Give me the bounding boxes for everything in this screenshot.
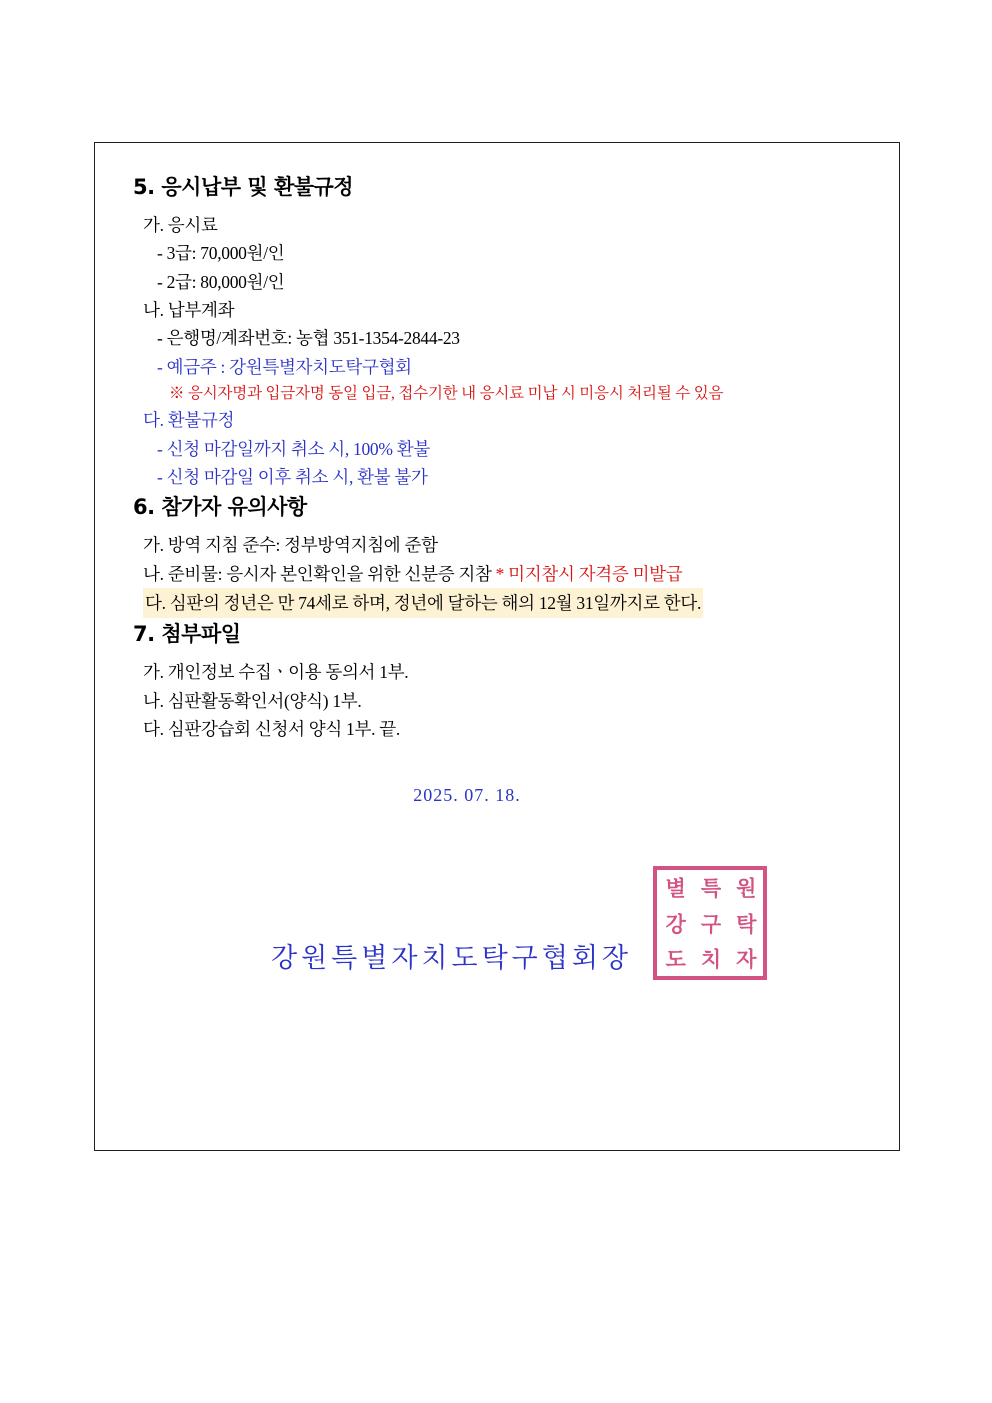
- document-body: [95, 143, 899, 1014]
- doc-line: 다. 심판강습회 신청서 양식 1부. 끝.: [143, 718, 400, 739]
- doc-line: - 3급: 70,000원/인: [157, 243, 285, 264]
- highlight-text: 다. 심판의 정년은 만 74세로 하며, 정년에 달하는 해의 12월 31일까지로 한다.: [143, 588, 703, 618]
- section-heading-6: 6. 참가자 유의사항: [133, 495, 307, 520]
- seal-char: 별: [662, 877, 688, 899]
- seal-char: 자: [733, 948, 759, 970]
- seal-char: 탁: [733, 912, 759, 934]
- signer-name: 강원특별자치도탁구협회장: [271, 943, 632, 975]
- doc-line: - 은행명/계좌번호: 농협 351-1354-2844-23: [157, 328, 460, 349]
- seal-char: 도: [662, 948, 688, 970]
- signature-area: [125, 864, 869, 1014]
- doc-line-text: 나. 준비물: 응시자 본인확인을 위한 신분증 지참: [143, 563, 496, 584]
- doc-line: 다. 환불규정: [143, 410, 235, 431]
- doc-line: - 신청 마감일까지 취소 시, 100% 환불: [157, 438, 430, 459]
- doc-line: 나. 납부계좌: [143, 300, 235, 321]
- doc-line-account-holder: - 예금주 : 강원특별자치도탁구협회: [157, 356, 412, 377]
- seal-char: 치: [698, 948, 723, 970]
- doc-line-red-note: * 미지참시 자격증 미발급: [495, 563, 683, 584]
- doc-line-highlighted: [125, 588, 869, 618]
- doc-line: 가. 응시료: [143, 215, 218, 235]
- doc-line-notice: ※ 응시자명과 입금자명 동일 입금, 접수기한 내 응시료 미납 시 미응시 처리될 수 있음: [169, 385, 724, 403]
- doc-line-preparation: [125, 560, 869, 588]
- doc-line: - 2급: 80,000원/인: [157, 271, 285, 292]
- seal-char: 특: [698, 877, 723, 899]
- official-seal-stamp: [653, 866, 767, 980]
- section-heading-7: 7. 첨부파일: [133, 622, 241, 647]
- document-page: [94, 142, 900, 1151]
- doc-line: - 신청 마감일 이후 취소 시, 환불 불가: [157, 466, 428, 487]
- document-date: 2025. 07. 18.: [413, 785, 521, 806]
- seal-char: 구: [698, 912, 723, 934]
- doc-line: 가. 개인정보 수집ㆍ이용 동의서 1부.: [143, 662, 409, 683]
- section-heading-5: 5. 응시납부 및 환불규정: [133, 175, 354, 199]
- seal-char: 강: [662, 912, 688, 934]
- seal-char: 원: [733, 877, 759, 899]
- doc-line: 가. 방역 지침 준수: 정부방역지침에 준함: [143, 535, 438, 556]
- doc-line: 나. 심판활동확인서(양식) 1부.: [143, 690, 362, 711]
